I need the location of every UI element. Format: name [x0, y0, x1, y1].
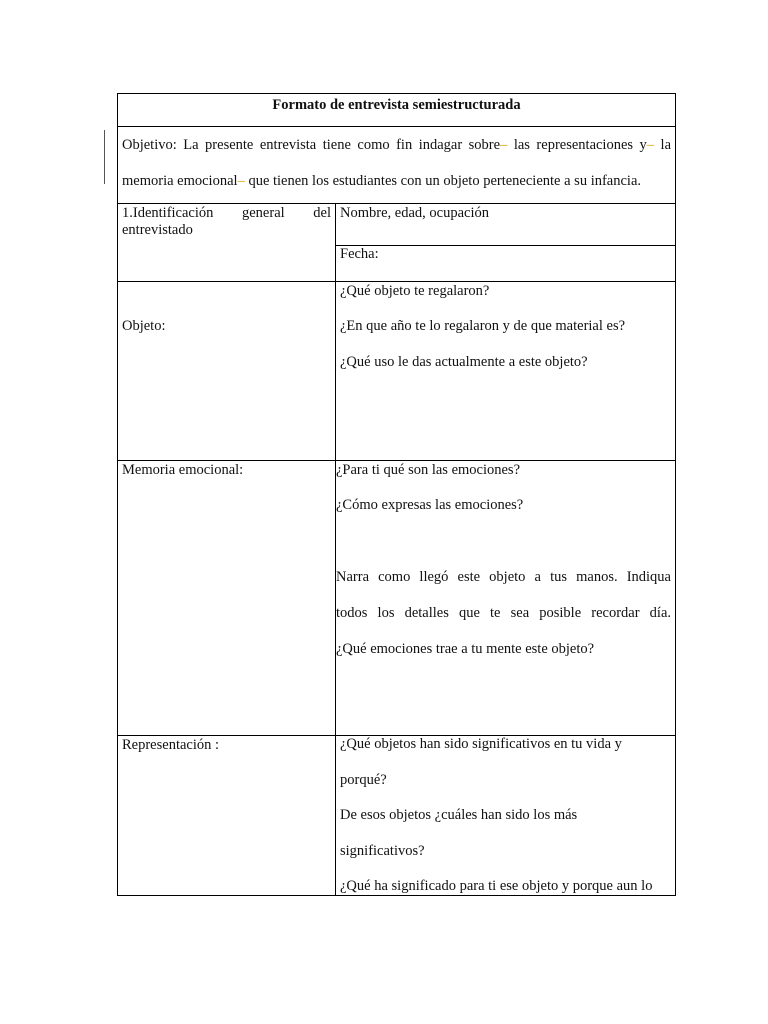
question: ¿Qué objeto te regalaron?: [340, 283, 490, 299]
name-age-occupation-field: Nombre, edad, ocupación: [336, 204, 675, 246]
label-word: entrevistado: [122, 222, 193, 238]
question-line: significativos?: [340, 842, 425, 859]
question: ¿Cómo expresas las emociones?: [336, 497, 524, 513]
date-field: Fecha:: [340, 246, 379, 262]
interview-table: [117, 93, 676, 896]
narration-prompt: Narra como llegó este objeto a tus manos. Indiqua todos los detalles que te sea posible recordar día. ¿Qué emociones trae a tu mente este objeto?: [336, 569, 671, 657]
objective-text-2: las representaciones y: [513, 137, 647, 153]
revision-mark: –: [237, 173, 245, 189]
representation-questions: [340, 735, 671, 895]
table-title: Formato de entrevista semiestructurada: [272, 97, 521, 113]
objective-text-3: la: [660, 137, 672, 153]
objective-text-1: Objetivo: La presente entrevista tiene como fin indagar sobre: [122, 137, 501, 153]
question: ¿Qué uso le das actualmente a este objeto?: [340, 354, 588, 370]
question-line: porqué?: [340, 771, 387, 788]
objective-text-5: que tienen los estudiantes con un objeto perteneciente a su infancia.: [248, 173, 642, 189]
label-word: general: [242, 205, 285, 221]
revision-mark: –: [646, 137, 655, 153]
objective-text-4: memoria emocional: [122, 173, 238, 189]
revision-mark: –: [500, 137, 508, 153]
question-line: ¿Qué objetos han sido significativos en tu vida y: [340, 736, 622, 752]
objective-row: [118, 126, 675, 203]
emotional-memory-label: Memoria emocional:: [118, 461, 336, 735]
question: ¿Para ti qué son las emociones?: [336, 462, 521, 478]
change-bar: [104, 130, 105, 184]
representation-label: Representación :: [118, 736, 336, 895]
object-label: Objeto:: [118, 282, 336, 460]
identification-label: [118, 204, 336, 281]
label-word: 1.Identificación: [122, 205, 214, 221]
representation-row: [118, 735, 675, 895]
identification-row: [118, 203, 675, 281]
label-word: del: [313, 205, 331, 221]
question: ¿En que año te lo regalaron y de que material es?: [340, 318, 626, 334]
object-row: [118, 281, 675, 460]
emotional-memory-row: [118, 460, 675, 735]
question-line: De esos objetos ¿cuáles han sido los más: [340, 807, 578, 823]
question-line: ¿Qué ha significado para ti ese objeto y porque aun lo: [340, 878, 653, 894]
